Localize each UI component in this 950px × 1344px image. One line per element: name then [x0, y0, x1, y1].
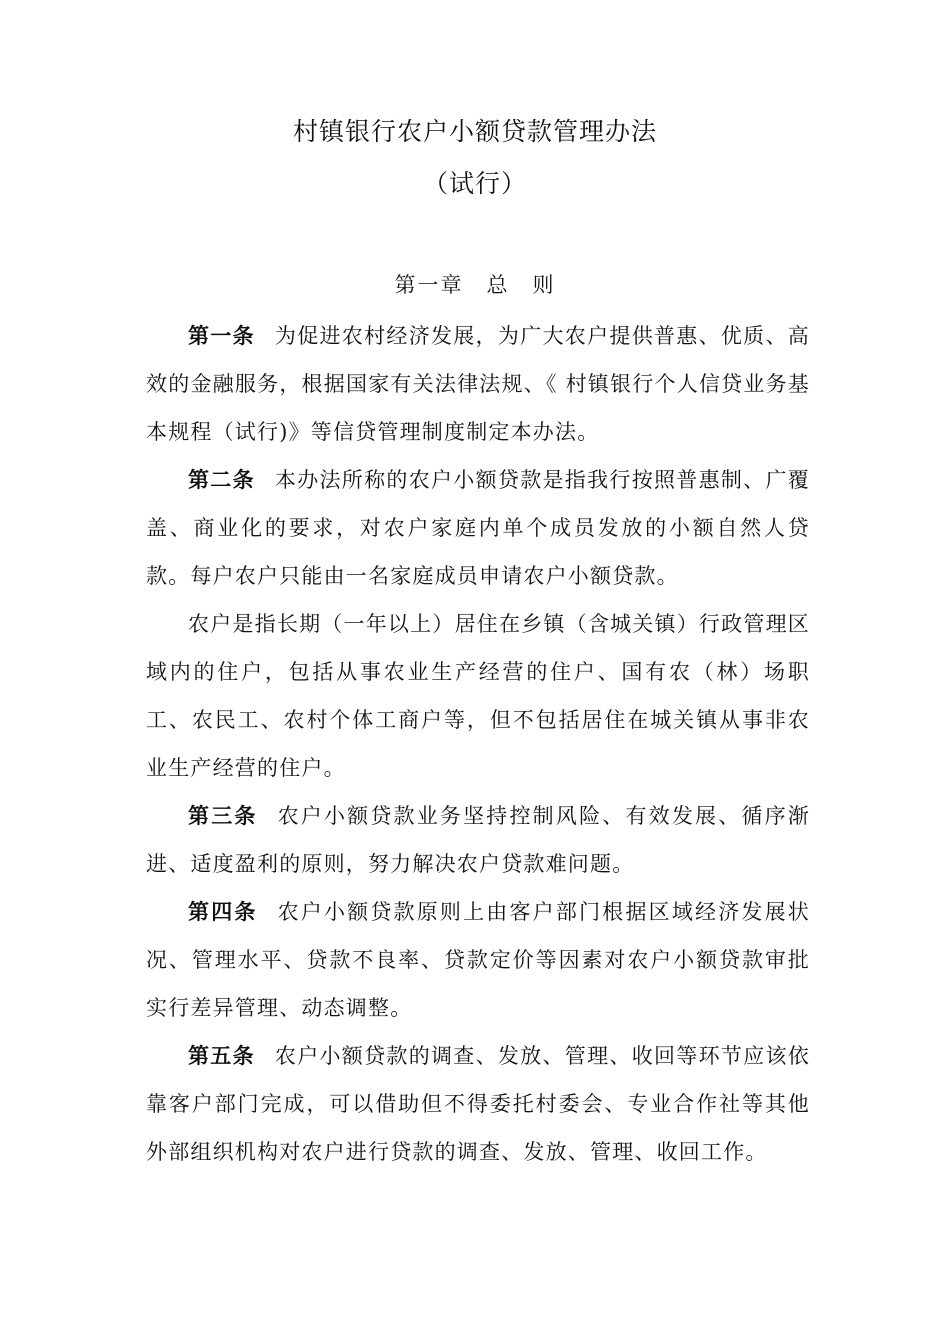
article-number: 第一条	[188, 323, 255, 348]
chapter-heading: 第一章 总 则	[394, 273, 556, 297]
article-text: 农户小额贷款的调查、发放、管理、收回等环节应该依靠客户部门完成，可以借助但不得委托村委会、专业合作社等其他外部组织机构对农户进行贷款的调查、发放、管理、收回工作。	[146, 1044, 810, 1164]
document-title: 村镇银行农户小额贷款管理办法	[292, 117, 657, 146]
article-number: 第三条	[188, 803, 258, 828]
article-number: 第二条	[188, 467, 255, 492]
article-2-continuation	[146, 600, 810, 792]
article-number: 第四条	[188, 899, 258, 924]
article-text: 农户小额贷款业务坚持控制风险、有效发展、循序渐进、适度盈利的原则，努力解决农户贷款难问题。	[146, 804, 810, 876]
article-text: 本办法所称的农户小额贷款是指我行按照普惠制、广覆盖、商业化的要求，对农户家庭内单个成员发放的小额自然人贷款。每户农户只能由一名家庭成员申请农户小额贷款。	[146, 468, 810, 588]
article-4	[146, 888, 810, 1032]
article-3	[146, 792, 810, 888]
paragraph-text: 农户是指长期（一年以上）居住在乡镇（含城关镇）行政管理区域内的住户，包括从事农业生产经营的住户、国有农（林）场职工、农民工、农村个体工商户等，但不包括居住在城关镇从事非农业生产经营的住户。	[146, 612, 810, 780]
article-5	[146, 1032, 810, 1176]
document-subtitle: （试行）	[422, 169, 527, 198]
article-number: 第五条	[188, 1043, 255, 1068]
article-text: 为促进农村经济发展，为广大农户提供普惠、优质、高效的金融服务，根据国家有关法律法规、《 村镇银行个人信贷业务基本规程（试行)》等信贷管理制度制定本办法。	[146, 324, 810, 444]
article-2	[146, 456, 810, 600]
article-text: 农户小额贷款原则上由客户部门根据区域经济发展状况、管理水平、贷款不良率、贷款定价等因素对农户小额贷款审批实行差异管理、动态调整。	[146, 900, 810, 1020]
article-1	[146, 312, 810, 456]
document-body	[146, 312, 810, 1176]
